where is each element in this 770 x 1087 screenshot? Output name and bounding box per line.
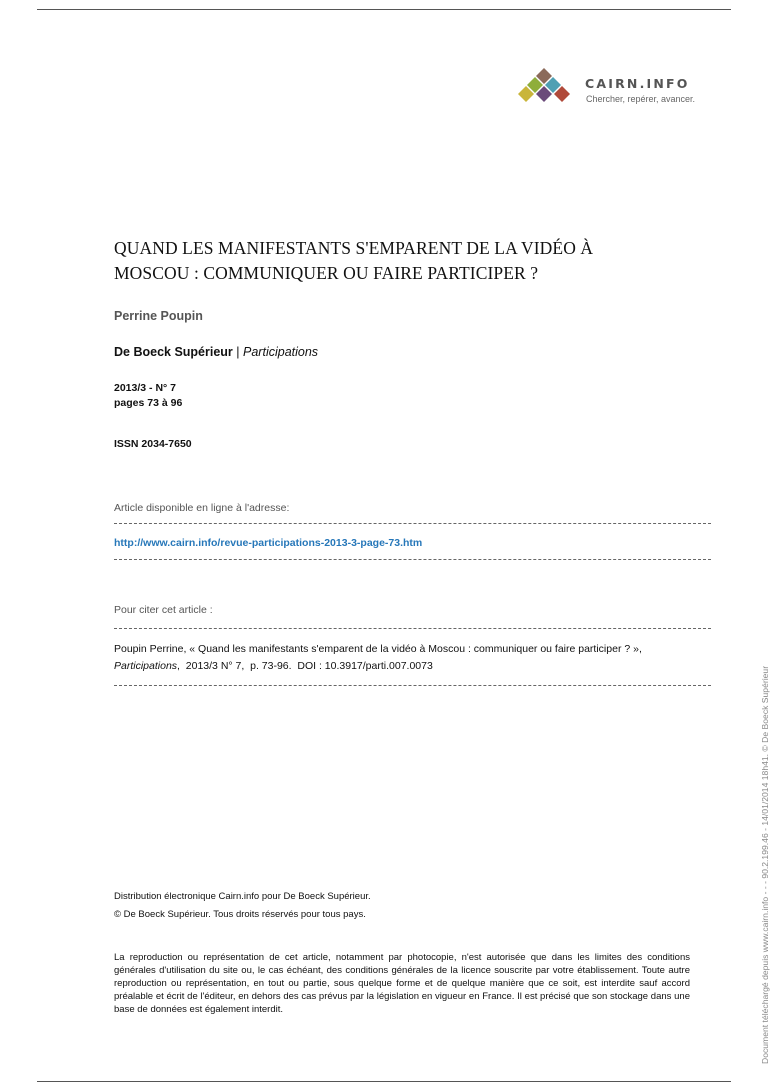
divider [114,685,711,686]
issn: ISSN 2034-7650 [114,438,192,450]
cairn-logo[interactable] [514,64,714,114]
divider [114,523,711,524]
copyright-note: © De Boeck Supérieur. Tous droits réservés pour tous pays. [114,909,366,920]
publisher-line [114,345,318,359]
distribution-note: Distribution électronique Cairn.info pour De Boeck Supérieur. [114,891,371,902]
divider [114,628,711,629]
cairn-logo-icon [514,64,584,110]
legal-notice: La reproduction ou représentation de cet article, notamment par photocopie, n'est autorisée que dans les limites des conditions générales d'utilisation du site ou, le cas échéant, des conditions générales de la licence souscrite par votre établissement. Toute autre reproduction ou représentation, en tout ou partie, sous quelque forme et de quelque manière que ce soit, est interdite sauf accord préalable et écrit de l'éditeur, en dehors des cas prévus par la législation en vigueur en France. Il est précisé que son stockage dans une base de données est également interdit. [114,952,690,1015]
online-label: Article disponible en ligne à l'adresse: [114,502,290,514]
divider [114,559,711,560]
bottom-rule [37,1081,731,1082]
download-watermark-text: Document téléchargé depuis www.cairn.info - - - 90.2.199.46 - 14/01/2014 18h41. © De Boeck Supérieur [760,665,770,1064]
article-title [114,236,694,286]
cite-label: Pour citer cet article : [114,604,213,616]
citation-journal: Participations [114,660,178,672]
journal-name: Participations [243,345,319,359]
citation-line-2 [114,658,711,675]
publisher-separator: | [236,345,240,359]
citation-details: , 2013/3 N° 7, p. 73-96. DOI : 10.3917/parti.007.0073 [177,660,433,672]
top-rule [37,9,731,10]
article-url-link[interactable]: http://www.cairn.info/revue-participations-2013-3-page-73.htm [114,537,423,549]
article-title-line-2: MOSCOU : COMMUNIQUER OU FAIRE PARTICIPER ? [114,263,539,283]
page-range: pages 73 à 96 [114,397,183,409]
publisher-name: De Boeck Supérieur [114,345,233,359]
issue-info [114,381,182,411]
article-title-line-1: QUAND LES MANIFESTANTS S'EMPARENT DE LA VIDÉO À [114,238,594,258]
download-watermark [760,588,768,1064]
citation-line-1: Poupin Perrine, « Quand les manifestants s'emparent de la vidéo à Moscou : communiquer ou faire participer ? », [114,643,642,655]
author-name: Perrine Poupin [114,309,203,323]
logo-brand: CAIRN.INFO [585,76,690,91]
citation-text [114,641,711,675]
logo-tagline: Chercher, repérer, avancer. [586,94,696,104]
issue-number: 2013/3 - N° 7 [114,382,176,394]
